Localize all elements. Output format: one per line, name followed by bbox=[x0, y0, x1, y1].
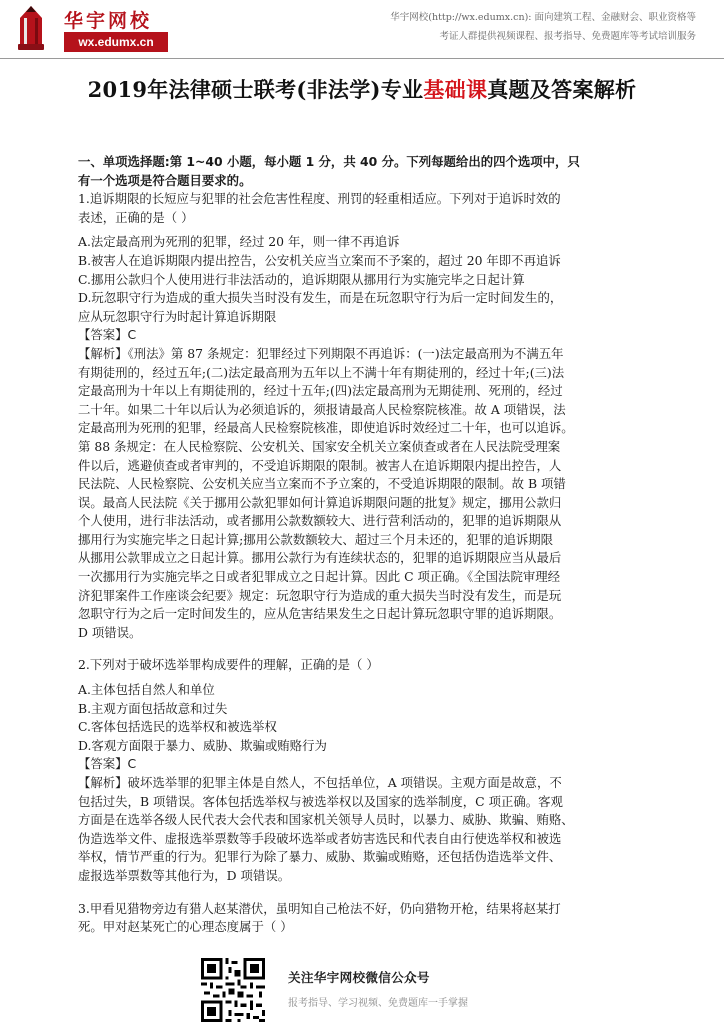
question-block bbox=[78, 190, 646, 642]
answer-option-line: C.客体包括选民的选举权和被选举权 bbox=[78, 719, 277, 735]
explanation-line: D 项错误。 bbox=[78, 624, 142, 640]
explanation-line: 方面是在选举各级人民代表大会代表和国家机关领导人员时，以暴力、威胁、欺骗、贿赂、 bbox=[78, 812, 574, 828]
answer-option-line: D.玩忽职守行为造成的重大损失当时没有发生，而是在玩忽职守行为后一定时间发生的， bbox=[78, 290, 563, 306]
explanation-line: 虚报选举票数等其他行为，D 项错误。 bbox=[78, 867, 291, 883]
explanation-line: 误。最高人民法院《关于挪用公款犯罪如何计算追诉期限问题的批复》规定，挪用公款归 bbox=[78, 494, 562, 510]
logo-text: 华宇网校 bbox=[64, 10, 153, 32]
page-title bbox=[0, 74, 724, 104]
explanation-line: 济犯罪案件工作座谈会纪要》规定：玩忽职守行为造成的重大损失当时没有发生，而是玩 bbox=[78, 587, 562, 603]
pencil-logo-icon bbox=[8, 4, 54, 52]
footer-title: 关注华宇网校微信公众号 bbox=[288, 970, 430, 985]
explanation-line: 从挪用公款罪成立之日起计算。挪用公款行为有连续状态的，犯罪的追诉期限应当从最后 bbox=[78, 550, 562, 566]
question-stem-line: 1.追诉期限的长短应与犯罪的社会危害性程度、刑罚的轻重相适应。下列对于追诉时效的 bbox=[78, 191, 561, 207]
question-block bbox=[78, 642, 646, 885]
answer-option-line: A.法定最高刑为死刑的犯罪，经过 20 年，则一律不再追诉 bbox=[78, 234, 400, 250]
header-divider bbox=[0, 58, 724, 59]
explanation-line: 第 88 条规定：在人民检察院、公安机关、国家安全机关立案侦查或者在人民法院受理案 bbox=[78, 438, 561, 454]
answer-option-line: B.被害人在追诉期限内提出控告，公安机关应当立案而不予案的，超过 20 年即不再追诉 bbox=[78, 252, 561, 268]
logo-url[interactable]: wx.edumx.cn bbox=[64, 32, 168, 52]
footer-subtitle: 报考指导、学习视频、免费题库一手掌握 bbox=[288, 998, 468, 1009]
header-info bbox=[390, 8, 696, 46]
explanation-line: 举权，情节严重的行为。犯罪行为除了暴力、威胁、欺骗或贿赂，还包括伪造选举文件、 bbox=[78, 849, 562, 865]
answer-line: 【答案】C bbox=[78, 327, 137, 343]
title-after: 真题及答案解析 bbox=[487, 77, 637, 102]
question-block bbox=[78, 886, 646, 937]
document-body bbox=[78, 153, 646, 937]
answer-option-line: D.客观方面限于暴力、威胁、欺骗或贿赂行为 bbox=[78, 737, 327, 753]
answer-option-line: 应从玩忽职守行为时起计算追诉期限 bbox=[78, 308, 277, 324]
section-heading-line1: 一、单项选择题:第 1~40 小题，每小题 1 分，共 40 分。下列每题给出的四个选项中，只 bbox=[78, 154, 580, 169]
explanation-line: 【解析】破坏选举罪的犯罪主体是自然人，不包括单位，A 项错误。主观方面是故意，不 bbox=[78, 775, 562, 790]
answer-option-line: A.主体包括自然人和单位 bbox=[78, 682, 215, 698]
title-before: 2019年法律硕士联考(非法学)专业 bbox=[87, 77, 424, 102]
explanation-line: 定最高刑为十年以上有期徒刑的，经过十五年;(四)法定最高刑为无期徒刑、死刑的，经过 bbox=[78, 383, 563, 399]
explanation-line: 【解析】《刑法》第 87 条规定：犯罪经过下列期限不再追诉：(一)法定最高刑为不满五年 bbox=[78, 345, 564, 361]
explanation-line: 一次挪用行为实施完毕之日或者犯罪成立之日起计算。因此 C 项正确。《全国法院审理经 bbox=[78, 569, 561, 585]
explanation-line: 挪用行为实施完毕之日起计算;挪用公款数额较大、超过三个月未还的，犯罪的追诉期限 bbox=[78, 531, 554, 547]
question-stem-line: 2.下列对于破坏选举罪构成要件的理解，正确的是（ ） bbox=[78, 657, 379, 673]
explanation-line: 伪造选举文件、虚报选举票数等手段破坏选举或者妨害选民和代表自由行使选举权和被选 bbox=[78, 830, 562, 846]
explanation-line: 二十年。如果二十年以后认为必须追诉的，须报请最高人民检察院核准。故 A 项错误，法 bbox=[78, 401, 566, 417]
answer-option-line: B.主观方面包括故意和过失 bbox=[78, 700, 228, 716]
question-stem-line: 3.甲看见猎物旁边有猎人赵某潜伏，虽明知自己枪法不好，仍向猎物开枪，结果将赵某打 bbox=[78, 900, 561, 916]
explanation-line: 忽职守行为之后一定时间发生的，应从危害结果发生之日起计算玩忽职守罪的追诉期限。 bbox=[78, 606, 562, 622]
question-stem-line: 表述，正确的是（ ） bbox=[78, 209, 194, 225]
logo[interactable] bbox=[8, 4, 208, 56]
header-info-line1: 华宇网校(http://wx.edumx.cn): 面向建筑工程、金融财会、职业资格等 bbox=[390, 12, 696, 23]
qr-code-icon[interactable] bbox=[201, 958, 265, 1022]
answer-line: 【答案】C bbox=[78, 756, 137, 772]
answer-option-line: C.挪用公款归个人使用进行非法活动的，追诉期限从挪用行为实施完毕之日起计算 bbox=[78, 271, 525, 287]
explanation-line: 定最高刑为死刑的犯罪，经最高人民检察院核准，即使追诉时效经过二十年，也可以追诉。 bbox=[78, 420, 574, 436]
header-info-line2: 考证人群提供视频课程、报考指导、免费题库等考试培训服务 bbox=[439, 31, 696, 42]
explanation-line: 个人使用，进行非法活动，或者挪用公款数额较大、进行营利活动的，犯罪的追诉期限从 bbox=[78, 513, 562, 529]
section-heading-line2: 有一个选项是符合题目要求的。 bbox=[78, 172, 252, 188]
explanation-line: 包括过失，B 项错误。客体包括选举权与被选举权以及国家的选举制度，C 项正确。客观 bbox=[78, 793, 563, 809]
explanation-line: 有期徒刑的，经过五年;(二)法定最高刑为五年以上不满十年有期徒刑的，经过十年;(三)法 bbox=[78, 364, 565, 380]
explanation-line: 民法院、人民检察院、公安机关应当立案而不予立案的，不受追诉期限的限制。故 B 项错 bbox=[78, 476, 566, 492]
question-list bbox=[78, 190, 646, 937]
title-highlight: 基础课 bbox=[423, 77, 488, 102]
page-header bbox=[0, 0, 724, 58]
question-stem-line: 死。甲对赵某死亡的心理态度属于（ ） bbox=[78, 919, 293, 935]
explanation-line: 件以后，逃避侦查或者审判的，不受追诉期限的限制。被害人在追诉期限内提出控告，人 bbox=[78, 457, 562, 473]
